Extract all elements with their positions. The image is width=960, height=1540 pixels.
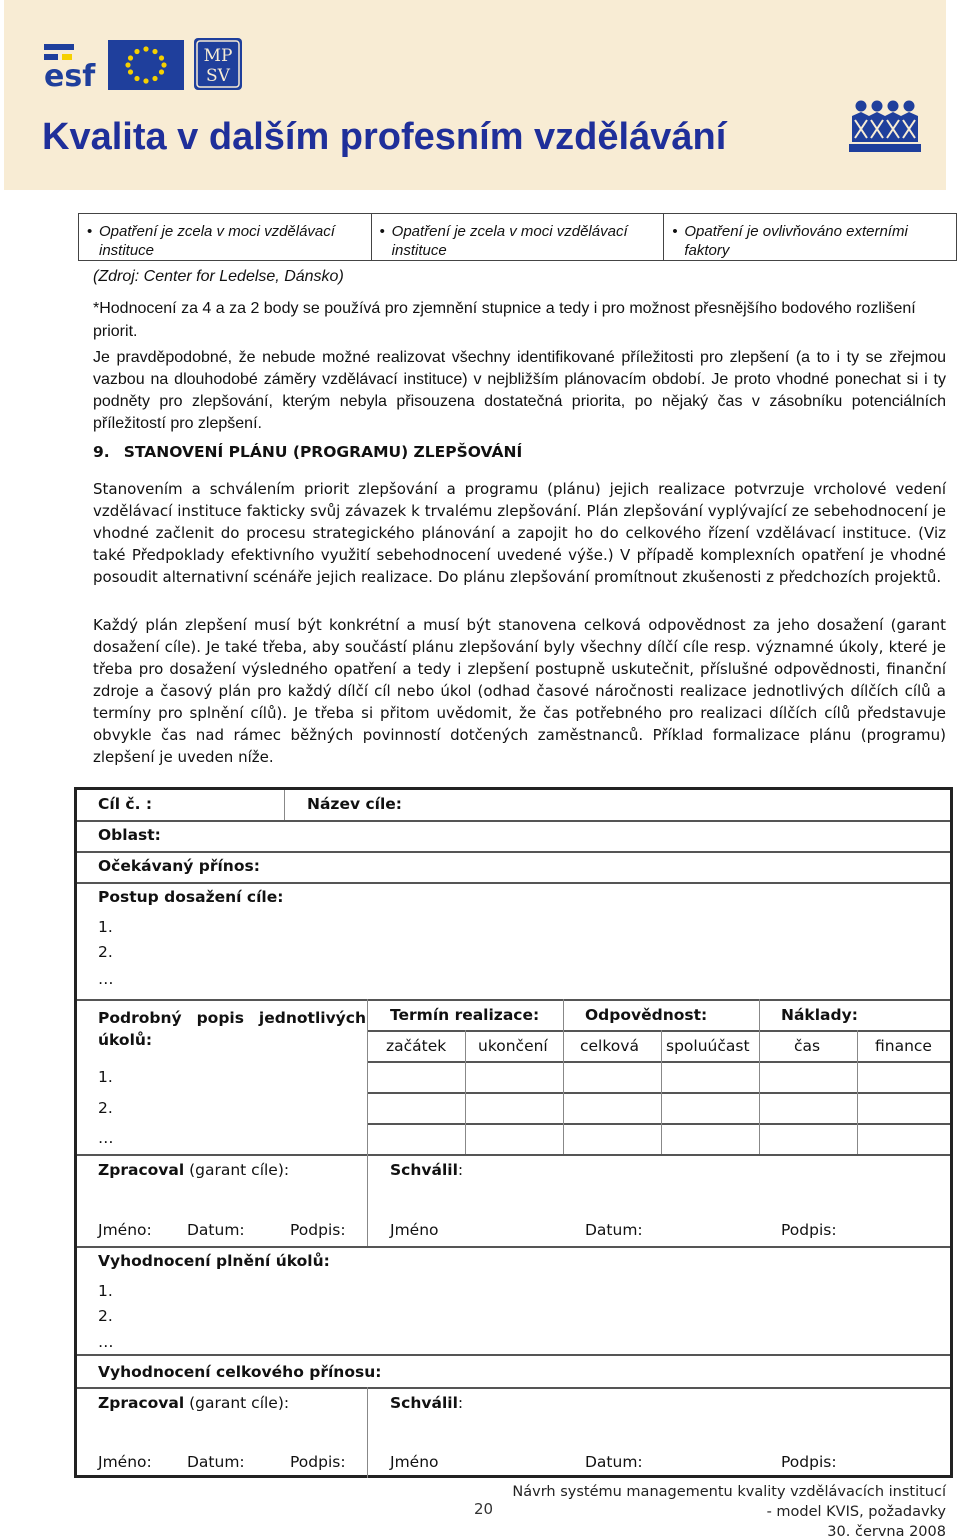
approved-by-label [390, 1394, 463, 1412]
page-header [4, 0, 946, 190]
list-item-number: 1. [98, 1282, 113, 1300]
source-note: (Zdroj: Center for Ledelse, Dánsko) [93, 268, 344, 285]
svg-text:esf: esf [44, 59, 96, 90]
list-ellipsis: … [98, 970, 114, 988]
prepared-by-label [98, 1161, 289, 1179]
list-item-number: 2. [98, 1307, 113, 1325]
measure-cell: • Opatření je zcela v moci vzdělávací instituce [79, 214, 372, 260]
signature-label: Podpis: [290, 1453, 346, 1471]
shared-column-label: spoluúčast [666, 1037, 750, 1055]
approver-date-label: Datum: [585, 1453, 643, 1471]
col-divider [563, 999, 564, 1154]
procedure-label: Postup dosažení cíle: [98, 888, 284, 906]
prepared-by-rest: (garant cíle): [184, 1394, 290, 1412]
area-label: Oblast: [98, 826, 161, 844]
esf-eu-logo [42, 38, 184, 90]
goal-name-label: Název cíle: [307, 795, 402, 813]
expected-benefit-label: Očekávaný přínos: [98, 857, 260, 875]
page-footer [512, 1482, 946, 1540]
row-divider [77, 999, 950, 1001]
section-title: STANOVENÍ PLÁNU (PROGRAMU) ZLEPŠOVÁNÍ [123, 443, 523, 461]
term-label: Termín realizace: [390, 1006, 540, 1024]
signature-label: Podpis: [290, 1221, 346, 1239]
list-ellipsis: … [98, 1129, 114, 1147]
row-divider [367, 1061, 950, 1063]
row-divider [367, 1030, 950, 1032]
costs-label: Náklady: [781, 1006, 858, 1024]
approved-by-label [390, 1161, 463, 1179]
col-divider [284, 790, 285, 820]
col-divider [857, 1030, 858, 1154]
row-divider [77, 1387, 950, 1389]
approver-date-label: Datum: [585, 1221, 643, 1239]
row-divider [367, 1123, 950, 1125]
section-heading [93, 443, 522, 461]
page-number: 20 [474, 1500, 494, 1518]
start-column-label: začátek [386, 1037, 447, 1055]
time-column-label: čas [794, 1037, 821, 1055]
prepared-by-bold: Zpracoval [98, 1161, 185, 1179]
overall-evaluation-label: Vyhodnocení celkového přínosu: [98, 1363, 382, 1381]
approver-signature-label: Podpis: [781, 1453, 837, 1471]
measures-table [78, 213, 957, 261]
col-divider [367, 999, 368, 1246]
list-item-number: 1. [98, 1068, 113, 1086]
section-number: 9. [93, 443, 110, 461]
col-divider [661, 1030, 662, 1154]
total-column-label: celková [580, 1037, 639, 1055]
approved-bold: Schválil [390, 1394, 458, 1412]
end-column-label: ukončení [478, 1037, 548, 1055]
footer-date: 30. června 2008 [827, 1524, 946, 1540]
row-divider [77, 820, 950, 822]
list-ellipsis: … [98, 1333, 114, 1351]
responsibility-label: Odpovědnost: [585, 1006, 708, 1024]
approver-name-label: Jméno [390, 1453, 439, 1471]
measure-cell: • Opatření je zcela v moci vzdělávací instituce [372, 214, 665, 260]
row-divider [77, 1354, 950, 1356]
finance-column-label: finance [875, 1037, 932, 1055]
approved-colon: : [457, 1394, 464, 1412]
row-divider [77, 851, 950, 853]
svg-text:SV: SV [206, 66, 230, 86]
approved-colon: : [457, 1161, 464, 1179]
svg-text:MP: MP [203, 46, 233, 66]
paragraph: Stanovením a schválením priorit zlepšování a programu (plánu) jejich realizace potvrzuje vrcholové vedení vzdělávací instituce fakticky svůj závazek k trvalému zlepšování. Plán zlepšování vyplývající ze sebehodnocení je vhodné začlenit do procesu strategického plánování a zapojit ho do celkového řízení vzdělávací instituce. (Viz také Předpoklady efektivního využití sebehodnocení uvedené výše.) V případě komplexních opatření je vhodné posoudit alternativní scénáře jejich realizace. Do plánu zlepšování promítnout zkušenosti z předchozích projektů. [93, 480, 946, 586]
mpsv-logo [194, 38, 242, 90]
improvement-plan-form [74, 787, 953, 1478]
footer-line: Návrh systému managementu kvality vzdělávacích institucí [512, 1484, 946, 1500]
approver-signature-label: Podpis: [781, 1221, 837, 1239]
row-divider [77, 882, 950, 884]
col-divider [367, 1387, 368, 1478]
name-label: Jméno: [98, 1453, 152, 1471]
task-evaluation-label: Vyhodnocení plnění úkolů: [98, 1252, 330, 1270]
prepared-by-bold: Zpracoval [98, 1394, 185, 1412]
task-description-label: Podrobný popis jednotlivých úkolů: [98, 1009, 366, 1049]
scoring-note: *Hodnocení za 4 a za 2 body se používá pro zjemnění stupnice a tedy i pro možnost přesnějšího bodového rozlišení priorit. [93, 300, 916, 340]
row-divider [77, 1246, 950, 1248]
paragraph: Každý plán zlepšení musí být konkrétní a musí být stanovena celková odpovědnost za jeho dosažení (garant dosažení cíle). Je také třeba, aby součástí plánu zlepšování byly všechny dílčí cíle resp. významné úkoly, které je třeba pro dosažení výsledného opatření a tedy i zlepšení postupně uskutečnit, příslušné odpovědnosti, finanční zdroje a časový plán pro každý dílčí cíl nebo úkol (odhad časové náročnosti realizace jednotlivých dílčích cílů a termíny pro splnění cílů). Je třeba si přitom uvědomit, že čas potřebného pro realizaci dílčích cílů představuje obvykle čas nad rámec běžných povinností dotčených zaměstnanců. Příklad formalizace plánu (programu) zlepšení je uveden níže. [93, 616, 946, 766]
footer-line: - model KVIS, požadavky [766, 1504, 946, 1520]
list-item-number: 2. [98, 943, 113, 961]
approved-bold: Schválil [390, 1161, 458, 1179]
header-title: Kvalita v dalším profesním vzdělávání [42, 116, 727, 158]
approver-name-label: Jméno [390, 1221, 439, 1239]
kvis-logo [849, 98, 921, 154]
goal-number-label: Cíl č. : [98, 795, 153, 813]
date-label: Datum: [187, 1221, 245, 1239]
prepared-by-rest: (garant cíle): [184, 1161, 290, 1179]
date-label: Datum: [187, 1453, 245, 1471]
paragraph: Je pravděpodobné, že nebude možné realizovat všechny identifikované příležitosti pro zlepšení (a to i ty se zřejmou vazbou na dlouhodobé záměry vzdělávací instituce) v nejbližším plánovacím období. Je proto vhodné ponechat si i ty podněty pro zlepšování, kterým nebyla přisouzena dostatečná priorita, po nějaký čas v zásobníku potenciálních příležitostí pro zlepšení. [93, 349, 946, 432]
name-label: Jméno: [98, 1221, 152, 1239]
row-divider [77, 1154, 950, 1156]
prepared-by-label [98, 1394, 289, 1412]
list-item-number: 1. [98, 918, 113, 936]
row-divider [367, 1092, 950, 1094]
col-divider [465, 1030, 466, 1154]
list-item-number: 2. [98, 1099, 113, 1117]
measure-cell: • Opatření je ovlivňováno externími faktory [664, 214, 956, 260]
col-divider [759, 999, 760, 1154]
